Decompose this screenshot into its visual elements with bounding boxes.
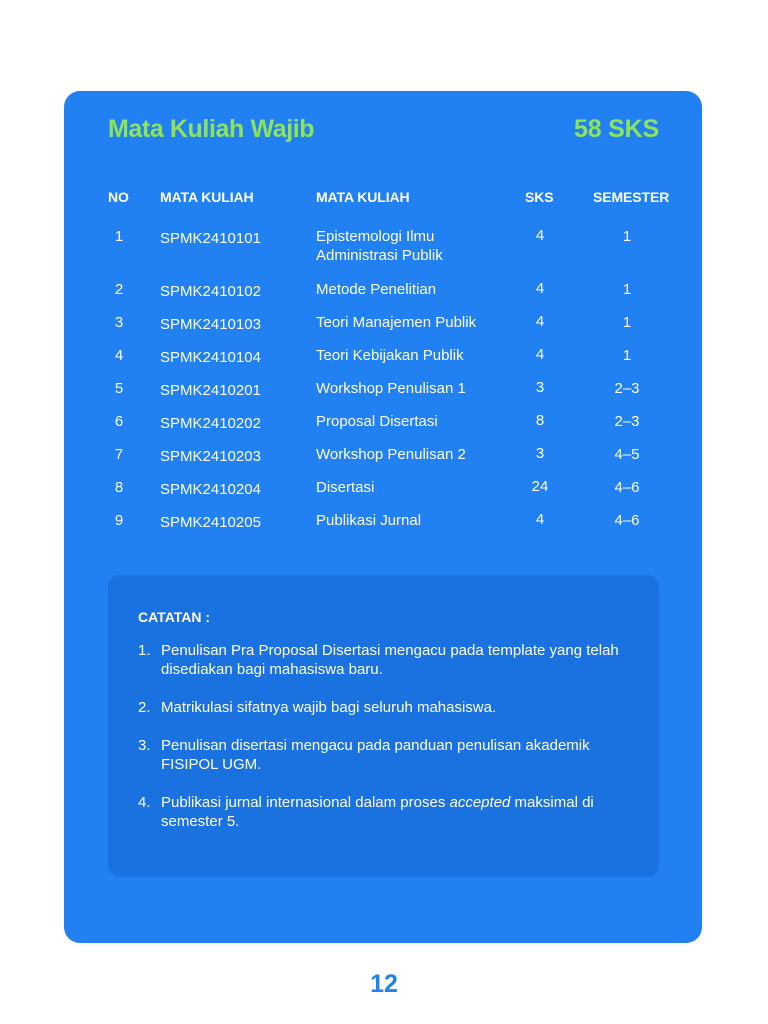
row-no: 7 (114, 446, 124, 463)
row-sks: 4 (535, 227, 545, 244)
row-semester: 4–5 (614, 446, 640, 463)
row-code: SPMK2410205 (160, 514, 261, 531)
note-text: Matrikulasi sifatnya wajib bagi seluruh mahasiswa. (161, 699, 497, 716)
row-course: Teori Kebijakan Publik (316, 347, 464, 364)
row-semester: 2–3 (614, 380, 640, 397)
row-sks: 8 (535, 412, 545, 429)
note-number: 3. (138, 737, 151, 754)
row-course: Disertasi (316, 479, 375, 496)
row-sks: 4 (535, 511, 545, 528)
row-semester: 4–6 (614, 512, 640, 529)
note-text-italic: accepted (449, 794, 511, 811)
row-semester: 1 (622, 347, 632, 364)
notes-list (138, 641, 628, 850)
row-course: Metode Penelitian (316, 281, 437, 298)
row-sks: 4 (535, 280, 545, 297)
row-semester: 4–6 (614, 479, 640, 496)
row-sks: 4 (535, 346, 545, 363)
note-number: 2. (138, 699, 151, 716)
row-course: Teori Manajemen Publik (316, 314, 477, 331)
row-course: Proposal Disertasi (316, 413, 438, 430)
row-sks: 3 (535, 379, 545, 396)
header-semester: SEMESTER (593, 189, 670, 205)
row-course: Epistemologi Ilmu Administrasi Publik (316, 228, 443, 264)
header-sks: SKS (525, 189, 554, 205)
row-sks: 24 (531, 478, 549, 495)
notes-title: CATATAN : (138, 609, 211, 625)
row-code: SPMK2410103 (160, 316, 261, 333)
row-sks: 3 (535, 445, 545, 462)
row-semester: 2–3 (614, 413, 640, 430)
note-item (138, 641, 628, 679)
row-no: 9 (114, 512, 124, 529)
note-text: Penulisan disertasi mengacu pada panduan penulisan akademik FISIPOL UGM. (161, 737, 590, 773)
note-text: Penulisan Pra Proposal Disertasi mengacu pada template yang telah disediakan bagi mahasiswa baru. (161, 642, 619, 678)
note-number: 4. (138, 794, 151, 811)
row-no: 6 (114, 413, 124, 430)
header-no: NO (108, 189, 129, 205)
row-course: Workshop Penulisan 2 (316, 446, 466, 463)
note-item (138, 736, 628, 774)
row-course: Workshop Penulisan 1 (316, 380, 466, 397)
row-sks: 4 (535, 313, 545, 330)
row-semester: 1 (622, 281, 632, 298)
row-semester: 1 (622, 228, 632, 245)
note-text-before: Publikasi jurnal internasional dalam proses (161, 794, 450, 811)
row-no: 3 (114, 314, 124, 331)
header-course: MATA KULIAH (316, 189, 410, 205)
header-code: MATA KULIAH (160, 189, 254, 205)
curriculum-card (64, 91, 702, 943)
note-item (138, 793, 628, 831)
row-code: SPMK2410204 (160, 481, 261, 498)
card-title: Mata Kuliah Wajib (108, 115, 315, 143)
row-code: SPMK2410203 (160, 448, 261, 465)
page-number: 12 (370, 970, 398, 998)
row-no: 2 (114, 281, 124, 298)
row-no: 8 (114, 479, 124, 496)
row-course: Publikasi Jurnal (316, 512, 422, 529)
row-no: 1 (114, 228, 124, 245)
total-sks: 58 SKS (574, 115, 659, 143)
row-semester: 1 (622, 314, 632, 331)
row-no: 4 (114, 347, 124, 364)
row-code: SPMK2410202 (160, 415, 261, 432)
note-text-after: maksimal di semester 5. (161, 794, 594, 830)
note-number: 1. (138, 642, 151, 659)
row-code: SPMK2410101 (160, 230, 261, 247)
notes-box (108, 575, 659, 877)
note-item (138, 698, 628, 717)
row-code: SPMK2410201 (160, 382, 261, 399)
row-code: SPMK2410102 (160, 283, 261, 300)
row-code: SPMK2410104 (160, 349, 261, 366)
row-no: 5 (114, 380, 124, 397)
